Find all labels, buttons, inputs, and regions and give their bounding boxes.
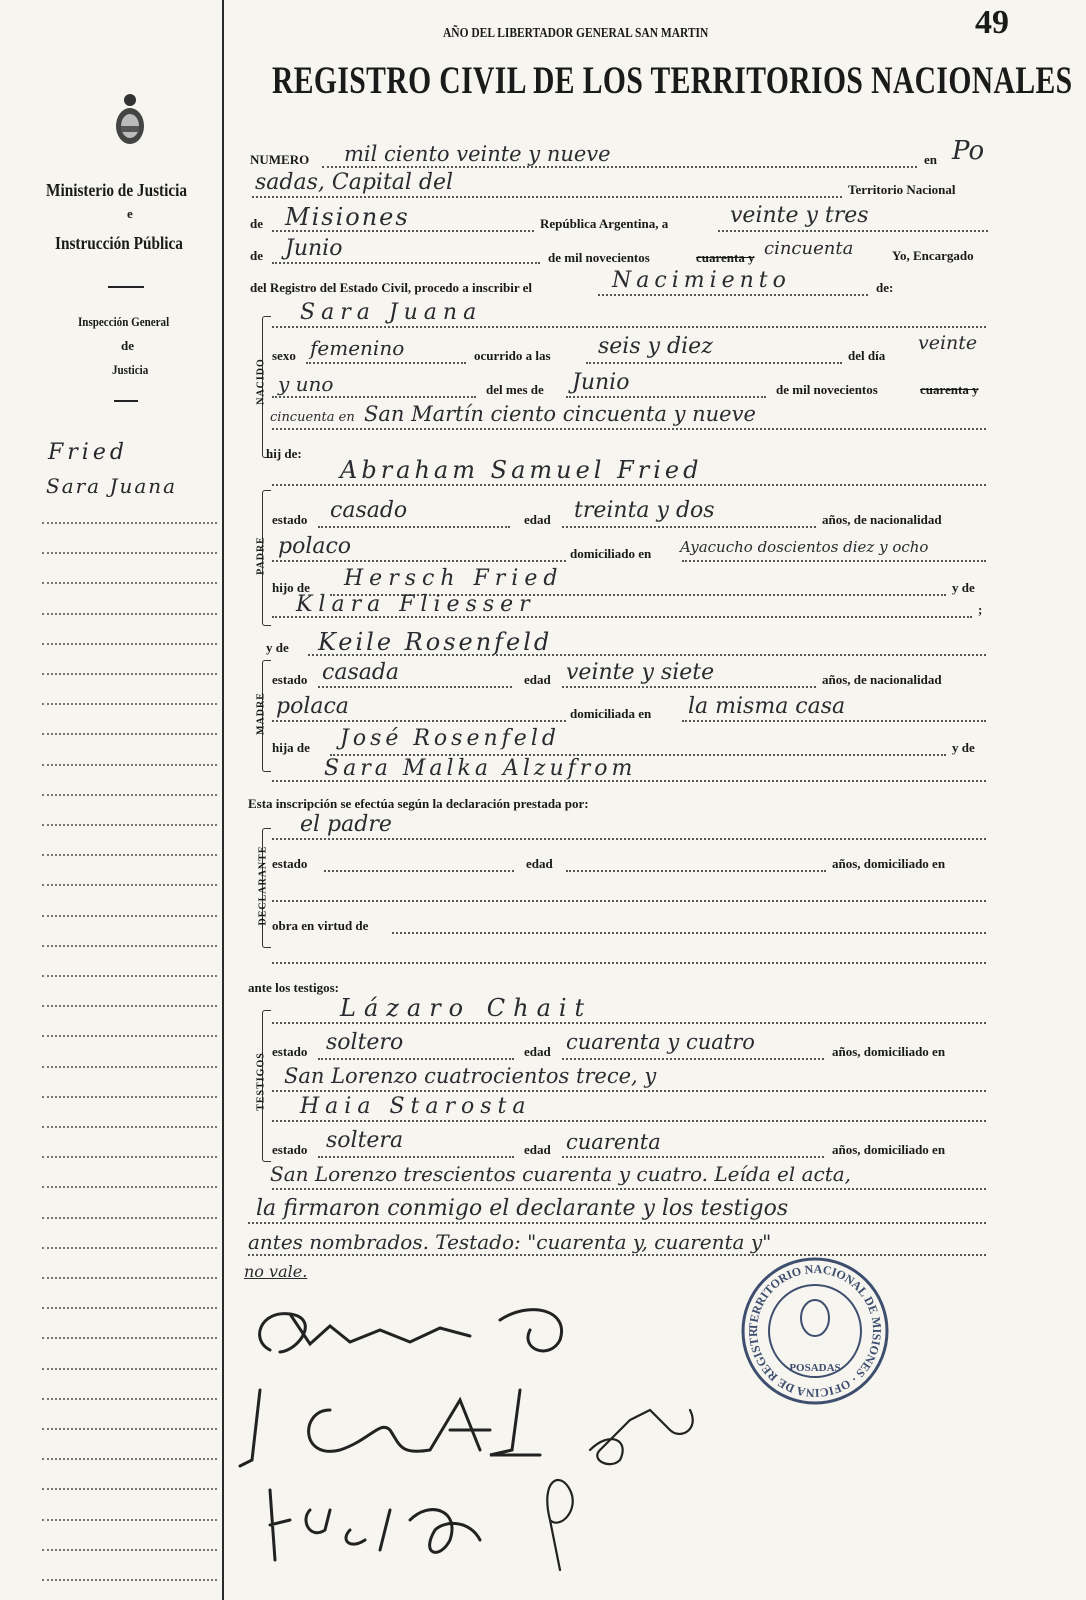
value-dia-nac-2: y uno	[278, 372, 334, 396]
sidebar-ruled-line	[42, 582, 217, 584]
label-t1-estado: estado	[272, 1044, 308, 1059]
label-decl-edad: edad	[526, 856, 553, 871]
sidebar-ruled-line	[42, 794, 217, 796]
label-t2-anios: años, domiciliado en	[832, 1142, 946, 1157]
line-padre-estado	[318, 526, 510, 528]
line-madre-edad	[562, 686, 816, 688]
line-sexo	[306, 362, 466, 364]
sidebar-divider-2	[114, 400, 138, 402]
line-t1-estado	[318, 1058, 514, 1060]
label-de-colon: de:	[876, 280, 894, 295]
value-t2-nombre: Haia Starosta	[300, 1094, 532, 1119]
line-padre-nac	[272, 560, 566, 562]
coat-of-arms-icon	[112, 92, 148, 150]
line-madre-nac	[272, 720, 566, 722]
line-lugar	[272, 428, 986, 430]
label-territorio: Territorio Nacional	[848, 182, 956, 197]
label-decl-anios: años, domiciliado en	[832, 856, 946, 871]
header-motto: AÑO DEL LIBERTADOR GENERAL SAN MARTIN	[443, 26, 709, 41]
label-del-dia: del día	[848, 348, 886, 363]
sidebar-ruled-line	[42, 854, 217, 856]
sidebar-ruled-line	[42, 1186, 217, 1188]
value-sexo: femenino	[310, 336, 405, 360]
value-lugar: San Martín ciento cincuenta y nueve	[364, 402, 756, 426]
line-mes	[272, 262, 540, 264]
value-t1-edad: cuarenta y cuatro	[566, 1030, 755, 1054]
label-ante: ante los testigos:	[248, 980, 339, 995]
label-madre-y-de-2: y de	[952, 740, 975, 755]
value-t2-edad: cuarenta	[566, 1130, 661, 1154]
label-padre-hijo-de: hijo de	[272, 580, 310, 595]
value-t2-estado: soltera	[326, 1128, 404, 1153]
sidebar-ruled-line	[42, 1549, 217, 1551]
value-en-prefix: Po	[952, 136, 985, 166]
sidebar-ruled-line	[42, 764, 217, 766]
label-padre: PADRE	[255, 536, 267, 575]
line-t2-nombre	[272, 1120, 986, 1122]
sidebar-ruled-line	[42, 915, 217, 917]
label-de-mil: de mil novecientos	[548, 250, 650, 265]
sidebar-ruled-line	[42, 733, 217, 735]
stamp-center-text: POSADAS	[789, 1362, 841, 1374]
label-padre-estado: estado	[272, 512, 308, 527]
line-t1-dom	[272, 1090, 986, 1092]
value-cierre-2: antes nombrados. Testado: "cuarenta y, cuarenta y"	[248, 1230, 772, 1254]
sidebar-ruled-line	[42, 1066, 217, 1068]
value-padre-nac: polaco	[278, 534, 352, 559]
value-anio-tail: cincuenta	[764, 238, 854, 259]
inspection-line-3: Justicia	[112, 362, 149, 377]
label-madre-edad: edad	[524, 672, 551, 687]
value-madre-edad: veinte y siete	[566, 660, 715, 685]
sidebar-ruled-line	[42, 1368, 217, 1370]
line-t1-nombre	[272, 1022, 986, 1024]
label-del-registro: del Registro del Estado Civil, procedo a inscribir el	[250, 280, 533, 295]
sidebar-ruled-line	[42, 643, 217, 645]
label-madre: MADRE	[255, 692, 267, 735]
sidebar-ruled-line	[42, 673, 217, 675]
line-declarante-por	[272, 838, 986, 840]
stamp-ring-text: TERRITORIO NACIONAL DE MISIONES · OFICINA DE REGISTR	[745, 1261, 885, 1401]
sidebar-ruled-line	[42, 975, 217, 977]
sidebar-ruled-line	[42, 824, 217, 826]
line-t2-edad	[562, 1156, 824, 1158]
value-abuela-p: Klara Fliesser	[296, 592, 536, 617]
value-t1-nombre: Lázaro Chait	[340, 994, 593, 1022]
value-madre-estado: casada	[322, 660, 400, 685]
label-semicolon: ;	[978, 602, 983, 617]
line-padre-nombre	[272, 484, 986, 486]
line-numero	[322, 166, 917, 168]
ministry-line-2: e	[127, 206, 133, 221]
value-t1-estado: soltero	[326, 1030, 404, 1055]
page-number: 49	[975, 4, 1009, 41]
label-cuarenta: cuarenta y	[696, 250, 755, 265]
label-madre-y-de: y de	[266, 640, 289, 655]
sidebar-ruled-line	[42, 1247, 217, 1249]
label-madre-estado: estado	[272, 672, 308, 687]
value-padre-estado: casado	[330, 498, 408, 523]
label-hij-de: hij de:	[266, 446, 302, 461]
sidebar-divider-1	[108, 286, 144, 288]
sidebar-ruled-line	[42, 552, 217, 554]
label-madre-dom: domiciliada en	[570, 706, 652, 721]
value-dia-nac: veinte	[918, 332, 978, 354]
label-decl-estado: estado	[272, 856, 308, 871]
value-abuelo-p: Hersch Fried	[344, 566, 564, 591]
margin-given-names: Sara Juana	[46, 474, 178, 498]
label-declarante: DECLARANTE	[257, 845, 269, 926]
line-dia	[718, 230, 988, 232]
value-lugar-prefix: cincuenta en	[270, 410, 355, 425]
label-obra: obra en virtud de	[272, 918, 369, 933]
value-abuelo-m: José Rosenfeld	[340, 726, 560, 751]
label-yo: Yo, Encargado	[892, 248, 974, 263]
sidebar-ruled-line	[42, 1126, 217, 1128]
value-territorio: Misiones	[285, 203, 410, 231]
value-numero: mil ciento veinte y nueve	[344, 142, 611, 166]
line-decl-edad	[566, 870, 826, 872]
margin-surname: Fried	[48, 440, 128, 465]
value-hora: seis y diez	[598, 334, 713, 359]
line-nombre	[272, 326, 986, 328]
label-padre-y-de: y de	[952, 580, 975, 595]
line-madre-estado	[318, 686, 512, 688]
sidebar-ruled-line	[42, 1398, 217, 1400]
label-en: en	[924, 152, 937, 167]
label-t1-edad: edad	[524, 1044, 551, 1059]
sidebar-ruled-line	[42, 613, 217, 615]
value-mes-nac: Junio	[572, 370, 630, 395]
value-padre-dom: Ayacucho doscientos diez y ocho	[680, 538, 929, 556]
sidebar-ruled-line	[42, 522, 217, 524]
sidebar-ruled-line	[42, 1428, 217, 1430]
value-cierre-1: la firmaron conmigo el declarante y los testigos	[256, 1196, 789, 1221]
label-padre-anios: años, de nacionalidad	[822, 512, 942, 527]
line-hora	[586, 362, 842, 364]
registry-stamp	[740, 1256, 890, 1406]
value-en-line2: sadas, Capital del	[255, 170, 454, 195]
sidebar-ruled-line	[42, 1337, 217, 1339]
sidebar-ruled-line	[42, 703, 217, 705]
label-padre-edad: edad	[524, 512, 551, 527]
value-mes: Junio	[285, 236, 343, 261]
label-de-mil-nov: de mil novecientos	[776, 382, 878, 397]
line-cierre-1	[248, 1222, 986, 1224]
value-dia: veinte y tres	[730, 203, 869, 228]
value-declarante-por: el padre	[300, 812, 392, 837]
label-sexo: sexo	[272, 348, 296, 363]
sidebar-ruled-line	[42, 945, 217, 947]
left-margin-rule	[222, 0, 224, 1600]
label-republica: República Argentina, a	[540, 216, 669, 231]
signatures	[230, 1280, 730, 1580]
sidebar-ruled-line	[42, 884, 217, 886]
ministry-line-3: Instrucción Pública	[55, 233, 183, 253]
line-padre-edad	[562, 526, 816, 528]
sidebar-ruled-line	[42, 1096, 217, 1098]
ministry-line-1: Ministerio de Justicia	[46, 180, 188, 200]
value-madre-dom: la misma casa	[688, 694, 846, 719]
label-de-1: de	[250, 216, 263, 231]
sidebar-ruled-line	[42, 1217, 217, 1219]
label-de-2: de	[250, 248, 263, 263]
line-padre-dom	[682, 560, 986, 562]
sidebar-ruled-line	[42, 1005, 217, 1007]
line-obra-2	[272, 962, 986, 964]
label-t2-edad: edad	[524, 1142, 551, 1157]
value-padre-nombre: Abraham Samuel Fried	[340, 456, 703, 484]
line-t1-edad	[562, 1058, 824, 1060]
inspection-line-1: Inspección General	[78, 314, 170, 329]
label-cuarenta-2: cuarenta y	[920, 382, 979, 397]
value-padre-edad: treinta y dos	[574, 498, 715, 523]
value-madre-nombre: Keile Rosenfeld	[318, 628, 553, 656]
page-title: REGISTRO CIVIL DE LOS TERRITORIOS NACIONALES	[272, 59, 1073, 102]
sidebar-ruled-line	[42, 1307, 217, 1309]
line-t2-dom	[272, 1188, 986, 1190]
label-del-mes: del mes de	[486, 382, 544, 397]
line-madre-dom	[682, 720, 986, 722]
label-t1-anios: años, domiciliado en	[832, 1044, 946, 1059]
line-dia-nac-2	[272, 396, 476, 398]
line-decl-dom	[272, 900, 986, 902]
line-decl-estado	[324, 870, 514, 872]
label-t2-estado: estado	[272, 1142, 308, 1157]
label-madre-hija-de: hija de	[272, 740, 310, 755]
label-padre-dom: domiciliado en	[570, 546, 652, 561]
label-ocurrido: ocurrido a las	[474, 348, 551, 363]
inspection-line-2: de	[121, 338, 134, 353]
sidebar-ruled-line	[42, 1579, 217, 1581]
line-en-2	[252, 196, 842, 198]
sidebar-ruled-line	[42, 1458, 217, 1460]
sidebar-ruled-line	[42, 1156, 217, 1158]
sidebar-ruled-line	[42, 1035, 217, 1037]
label-nacido: NACIDO	[255, 358, 267, 405]
value-abuela-m: Sara Malka Alzufrom	[324, 756, 637, 781]
sidebar-ruled-line	[42, 1519, 217, 1521]
label-inscripcion: Esta inscripción se efectúa según la declaración prestada por:	[248, 796, 589, 811]
value-t2-dom: San Lorenzo trescientos cuarenta y cuatro. Leída el acta,	[270, 1162, 852, 1186]
line-obra	[392, 932, 986, 934]
label-testigos: TESTIGOS	[255, 1052, 267, 1111]
sidebar-ruled-line	[42, 1277, 217, 1279]
value-cierre-3: no vale.	[244, 1262, 308, 1281]
line-mes-nac	[566, 396, 766, 398]
line-t2-estado	[318, 1156, 514, 1158]
value-t1-dom: San Lorenzo cuatrocientos trece, y	[284, 1064, 657, 1088]
value-acta: Nacimiento	[612, 268, 791, 293]
label-madre-anios: años, de nacionalidad	[822, 672, 942, 687]
value-nombre: Sara Juana	[300, 300, 483, 325]
sidebar-ruled-line	[42, 1488, 217, 1490]
label-numero: NUMERO	[250, 152, 310, 167]
value-madre-nac: polaca	[276, 694, 349, 719]
line-acta	[598, 294, 868, 296]
